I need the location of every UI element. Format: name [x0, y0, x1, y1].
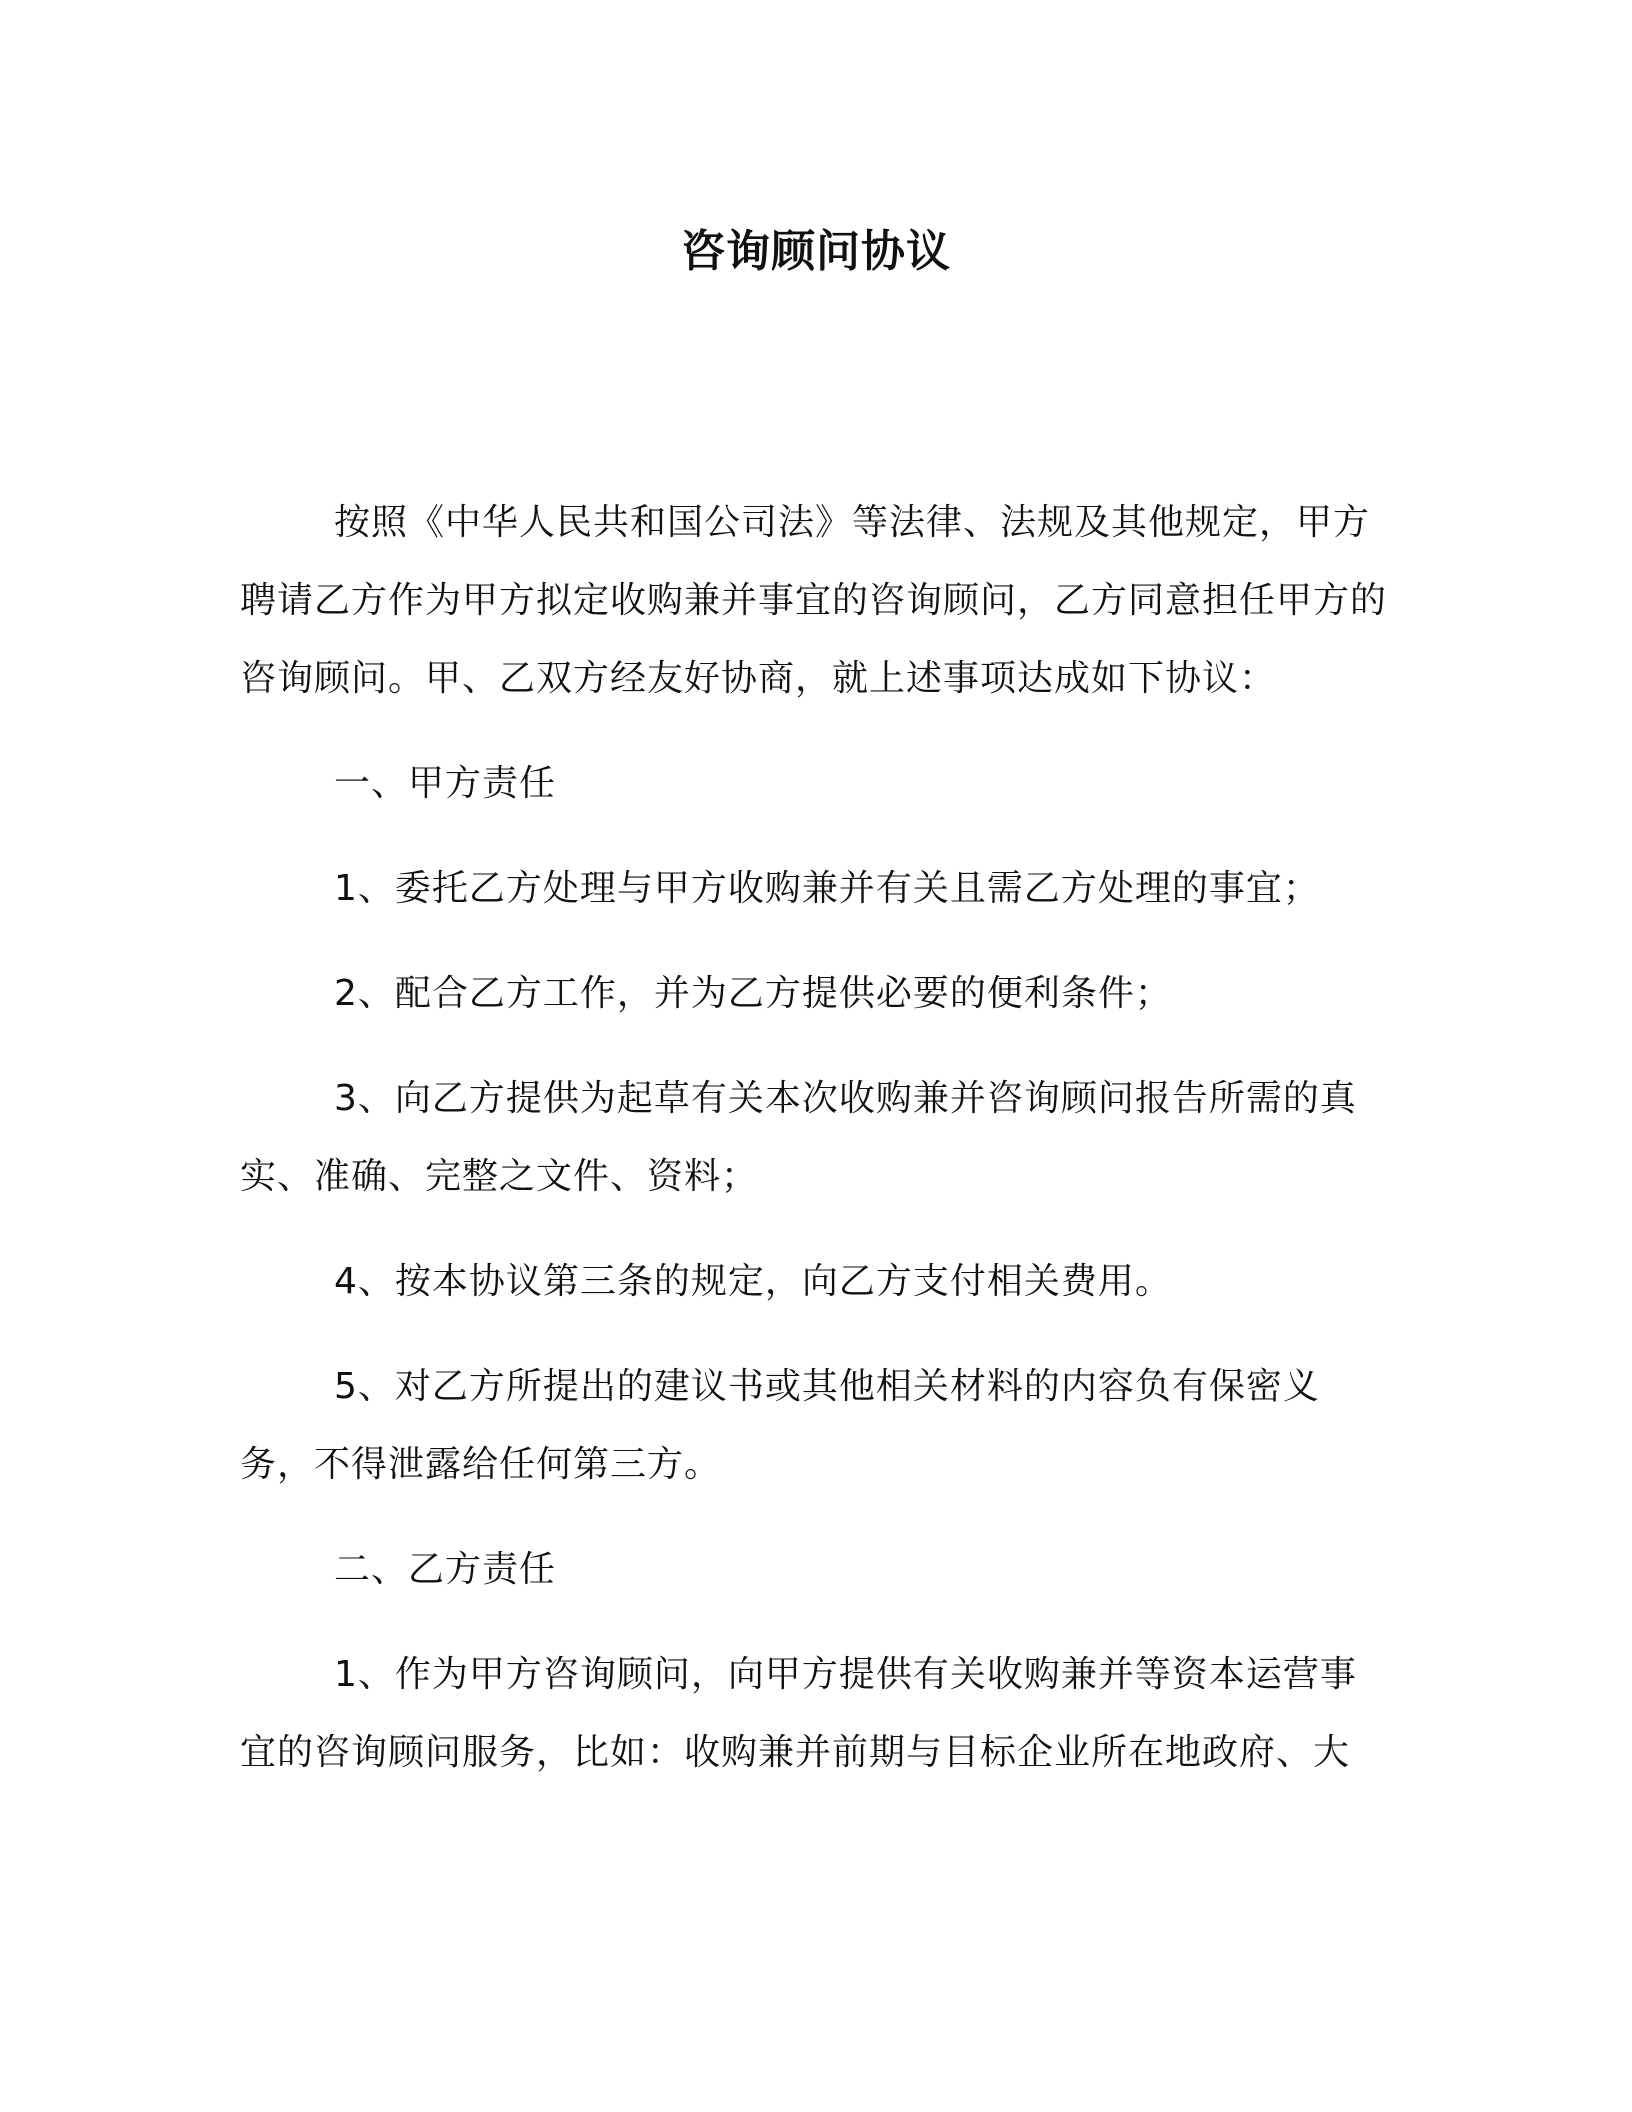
party-a-clause-5: 5、对乙方所提出的建议书或其他相关材料的内容负有保密义务，不得泄露给任何第三方。 — [240, 1366, 1320, 1485]
party-a-clause-1: 1、委托乙方处理与甲方收购兼并有关且需乙方处理的事宜； — [334, 868, 1320, 909]
party-a-clause-2: 2、配合乙方工作，并为乙方提供必要的便利条件； — [334, 973, 1172, 1014]
document-title: 咨询顾问协议 — [681, 226, 951, 277]
section-heading-party-a: 一、甲方责任 — [334, 763, 557, 804]
party-a-clause-3: 3、向乙方提供为起草有关本次收购兼并咨询顾问报告所需的真实、准确、完整之文件、资料； — [240, 1078, 1357, 1197]
party-a-clause-4: 4、按本协议第三条的规定，向乙方支付相关费用。 — [334, 1261, 1172, 1302]
section-heading-party-b: 二、乙方责任 — [334, 1549, 557, 1590]
party-b-clause-1: 1、作为甲方咨询顾问，向甲方提供有关收购兼并等资本运营事宜的咨询顾问服务，比如：收购兼并前期与目标企业所在地政府、大 — [240, 1654, 1357, 1773]
document-body — [240, 484, 1390, 1792]
intro-paragraph: 按照《中华人民共和国公司法》等法律、法规及其他规定，甲方聘请乙方作为甲方拟定收购兼并事宜的咨询顾问，乙方同意担任甲方的咨询顾问。甲、乙双方经友好协商，就上述事项达成如下协议： — [240, 502, 1388, 699]
